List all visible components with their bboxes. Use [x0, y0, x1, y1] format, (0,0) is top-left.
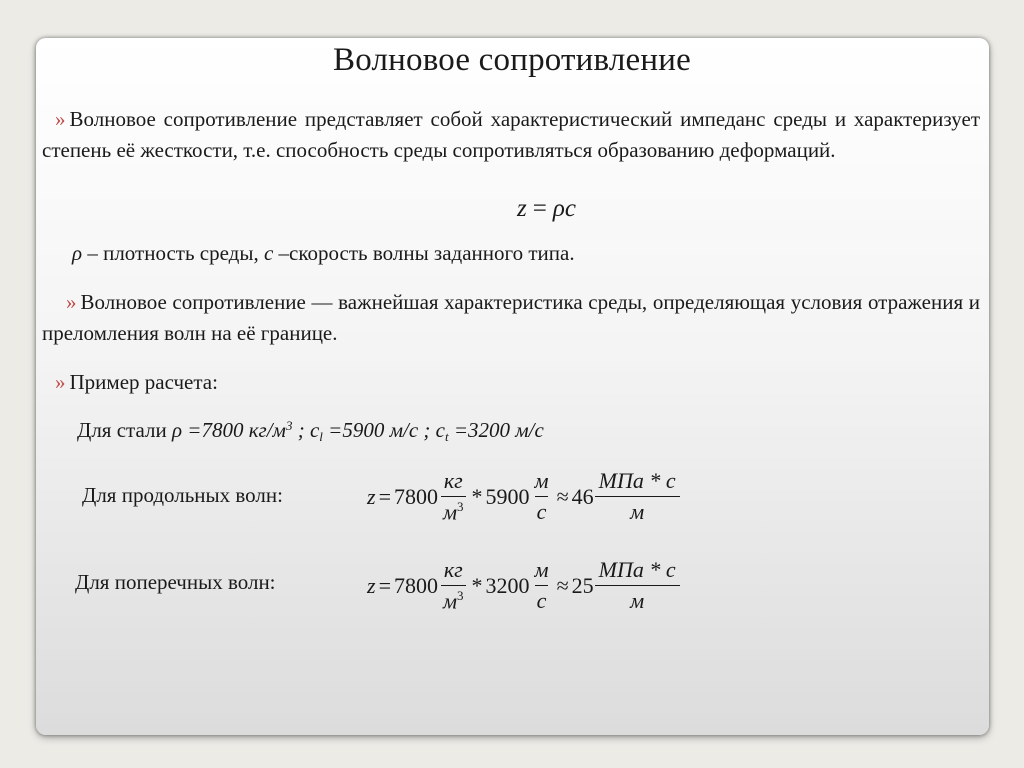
unit-speed-fraction — [533, 557, 551, 614]
steel-density-exp: 3 — [285, 418, 293, 433]
steel-ct-sub: t — [444, 429, 449, 444]
unit-result-fraction — [597, 557, 678, 614]
paragraph-definition-text: Волновое сопротивление представляет собой характеристический импеданс среды и характеризует степень её жесткости, т.е. способность среды сопротивляться образованию деформаций. — [42, 107, 980, 162]
unit-density-fraction — [441, 468, 466, 525]
eq-speed: 3200 — [485, 572, 530, 598]
formula-legend — [72, 241, 575, 266]
unit-density-num: кг — [443, 557, 463, 582]
eq-mult: * — [471, 572, 483, 598]
steel-ct-value: =3200 м/с — [448, 418, 544, 442]
unit-result-num: МПа * с — [598, 557, 676, 583]
legend-rho-text: – плотность среды, — [82, 241, 264, 265]
steel-cl-symbol: ; c — [292, 418, 320, 442]
unit-density-num: кг — [443, 468, 463, 493]
example-heading-text: Пример расчета: — [69, 370, 218, 394]
eq-approx: ≈ — [556, 572, 569, 598]
unit-speed-num: м — [534, 557, 549, 583]
unit-result-num: МПа * с — [598, 468, 676, 494]
steel-prefix: Для стали — [77, 418, 172, 442]
formula-eq: = — [532, 195, 547, 222]
eq-approx: ≈ — [556, 483, 569, 509]
eq-z: z — [367, 483, 376, 509]
unit-speed-den: с — [535, 585, 549, 614]
steel-density: ρ =7800 кг/м — [171, 418, 286, 442]
example-heading — [55, 367, 218, 398]
transverse-label: Для поперечных волн: — [75, 570, 276, 594]
bullet-marker: » — [55, 107, 66, 131]
formula-impedance — [517, 195, 576, 223]
steel-cl-sub: l — [319, 429, 323, 444]
eq-sign: = — [378, 572, 391, 598]
formula-rhs: ρc — [552, 195, 576, 222]
unit-density-den: $м^3$ — [441, 496, 466, 525]
unit-result-den: м — [595, 585, 680, 614]
unit-result-den: м — [595, 496, 680, 525]
eq-result: 25 — [571, 572, 594, 598]
legend-c: c — [263, 241, 274, 265]
paragraph-importance-text: Волновое сопротивление — важнейшая характеристика среды, определяющая условия отражения и преломления волн на её границе. — [42, 290, 980, 345]
unit-speed-num: м — [534, 468, 549, 494]
unit-density-exp: 3 — [457, 588, 464, 603]
slide-title: Волновое сопротивление — [333, 42, 691, 78]
unit-density-exp: 3 — [457, 499, 464, 514]
paragraph-definition — [42, 104, 980, 166]
example-steel-data — [77, 418, 544, 445]
legend-c-text: –скорость волны заданного типа. — [273, 241, 575, 265]
unit-result-fraction — [597, 468, 678, 525]
eq-mult: * — [471, 483, 483, 509]
legend-rho: ρ — [72, 241, 83, 265]
longitudinal-label: Для продольных волн: — [82, 483, 283, 507]
bullet-marker: » — [55, 370, 66, 394]
unit-speed-den: с — [535, 496, 549, 525]
transverse-equation — [367, 557, 681, 614]
unit-density-den: $м^3$ — [441, 585, 466, 614]
formula-lhs: z — [517, 195, 527, 222]
unit-speed-fraction — [533, 468, 551, 525]
eq-z: z — [367, 572, 376, 598]
paragraph-importance — [42, 287, 980, 349]
steel-cl-value: =5900 м/с ; c — [322, 418, 445, 442]
eq-sign: = — [378, 483, 391, 509]
unit-density-fraction — [441, 557, 466, 614]
eq-speed: 5900 — [485, 483, 530, 509]
eq-result: 46 — [571, 483, 594, 509]
longitudinal-equation — [367, 468, 681, 525]
eq-density: 7800 — [393, 483, 438, 509]
eq-density: 7800 — [393, 572, 438, 598]
bullet-marker: » — [66, 290, 77, 314]
